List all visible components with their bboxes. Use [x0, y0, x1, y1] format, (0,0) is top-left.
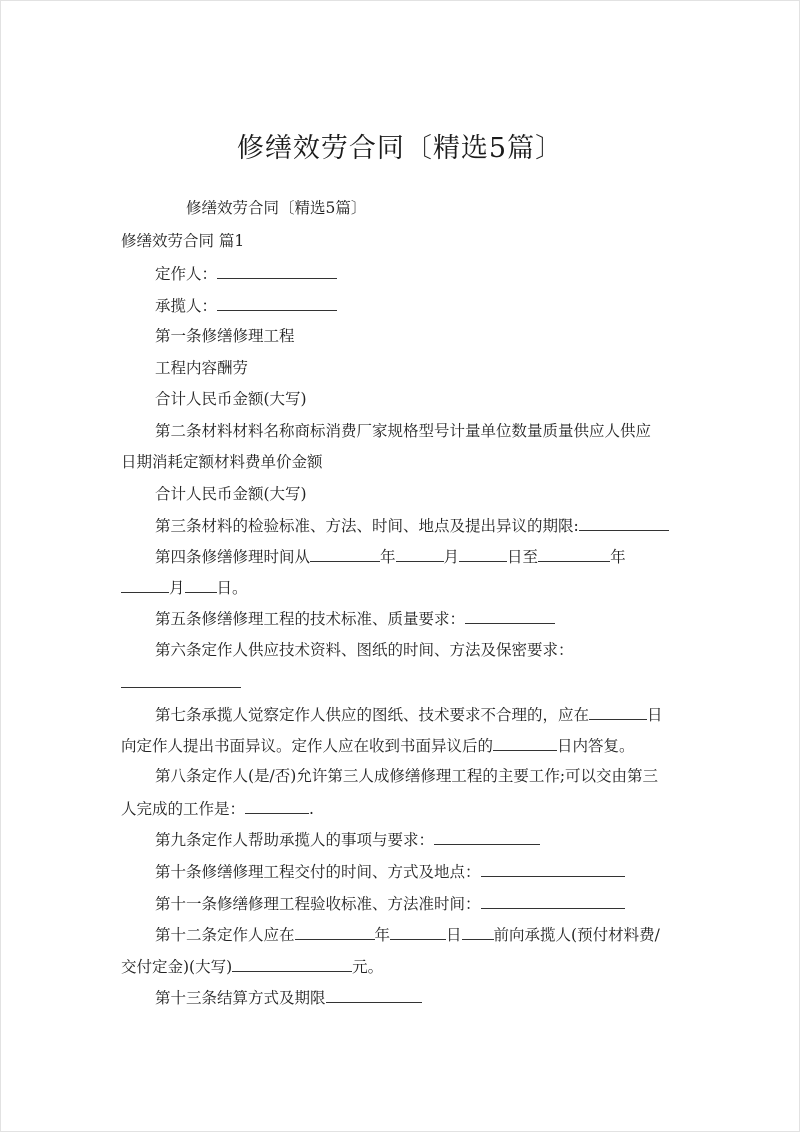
- article-4-month2-label: 月: [169, 579, 185, 597]
- article-11-text: 第十一条修缮修理工程验收标准、方法准时间：: [155, 895, 481, 913]
- article-12-text-b: 前向承揽人(预付材料费/: [493, 926, 660, 944]
- article-4-end-year-blank[interactable]: [538, 546, 610, 562]
- article-12-amount-blank[interactable]: [232, 956, 352, 972]
- article-12-line-1: [155, 924, 660, 945]
- party-a-blank[interactable]: [217, 263, 337, 279]
- article-13-blank[interactable]: [326, 987, 422, 1003]
- article-12-text-a: 第十二条定作人应在: [155, 926, 295, 944]
- article-6-blank[interactable]: [121, 672, 241, 688]
- article-4-year-label: 年: [380, 548, 396, 566]
- article-3-text: 第三条材料的检验标准、方法、时间、地点及提出异议的期限:: [155, 517, 579, 535]
- article-5-line: [155, 608, 555, 629]
- article-7-reply-days-blank[interactable]: [493, 735, 557, 751]
- article-8-line-2: [121, 798, 314, 819]
- article-7-line-1: [155, 704, 663, 725]
- article-4-end-month-blank[interactable]: [121, 577, 169, 593]
- article-9-blank[interactable]: [434, 829, 540, 845]
- article-9-line: [155, 829, 540, 850]
- article-1: 第一条修缮修理工程: [155, 327, 295, 345]
- article-12-day-blank[interactable]: [462, 924, 494, 940]
- article-7-text-a: 第七条承揽人觉察定作人供应的图纸、技术要求不合理的，应在: [155, 706, 590, 724]
- article-4-year2-label: 年: [610, 548, 626, 566]
- article-7-days-blank[interactable]: [589, 704, 647, 720]
- article-4-line-2: [121, 577, 248, 598]
- article-4-line-1: [155, 546, 626, 567]
- party-a-label: 定作人：: [155, 265, 218, 283]
- party-b-blank[interactable]: [217, 295, 337, 311]
- article-4-start-month-blank[interactable]: [396, 546, 444, 562]
- article-4-month-label: 月: [443, 548, 460, 566]
- party-a-line: [155, 263, 337, 284]
- article-6: 第六条定作人供应技术资料、图纸的时间、方法及保密要求：: [155, 641, 574, 659]
- article-8-blank[interactable]: [245, 798, 309, 814]
- article-7-text-c: 向定作人提出书面异议。定作人应在收到书面异议后的: [121, 737, 494, 755]
- article-8-line-1: 第八条定作人(是/否)允许第三人成修缮修理工程的主要工作;可以交由第三: [155, 767, 659, 785]
- article-6-line-2: [121, 672, 241, 693]
- article-2-total: 合计人民币金额(大写): [155, 485, 307, 503]
- article-4-day-to-label: 日至: [507, 548, 539, 566]
- article-3-blank[interactable]: [579, 515, 669, 531]
- article-7-line-2: [121, 735, 635, 756]
- party-b-line: [155, 295, 337, 316]
- article-4-day2-label: 日。: [216, 579, 248, 597]
- article-1-content: 工程内容酬劳: [155, 359, 249, 377]
- article-10-line: [155, 861, 625, 882]
- document-subtitle: 修缮效劳合同〔精选5篇〕: [186, 199, 367, 217]
- article-12-text-d: 元。: [352, 958, 384, 976]
- article-2-line-2: 日期消耗定额材料费单价金额: [121, 453, 323, 471]
- article-5-text: 第五条修缮修理工程的技术标准、质量要求：: [155, 610, 466, 628]
- article-13-text: 第十三条结算方式及期限: [155, 989, 326, 1007]
- article-4-text: 第四条修缮修理时间从: [155, 548, 311, 566]
- article-5-blank[interactable]: [465, 608, 555, 624]
- article-11-line: [155, 893, 625, 914]
- article-10-blank[interactable]: [481, 861, 625, 877]
- article-12-year-label: 年: [374, 926, 391, 944]
- article-13-line: [155, 987, 422, 1008]
- article-11-blank[interactable]: [481, 893, 625, 909]
- article-1-total: 合计人民币金额(大写): [155, 390, 307, 408]
- article-4-start-day-blank[interactable]: [459, 546, 507, 562]
- document-title: 修缮效劳合同〔精选5篇〕: [236, 133, 564, 164]
- article-9-text: 第九条定作人帮助承揽人的事项与要求：: [155, 831, 435, 849]
- section-heading: 修缮效劳合同 篇1: [121, 232, 245, 250]
- article-8-end: .: [309, 800, 314, 818]
- article-2-line-1: 第二条材料材料名称商标消费厂家规格型号计量单位数量质量供应人供应: [155, 422, 652, 440]
- article-4-end-day-blank[interactable]: [185, 577, 217, 593]
- article-12-year-blank[interactable]: [295, 924, 375, 940]
- article-12-month-blank[interactable]: [390, 924, 446, 940]
- article-10-text: 第十条修缮修理工程交付的时间、方式及地点：: [155, 863, 481, 881]
- article-7-text-d: 日内答复。: [557, 737, 635, 755]
- article-4-start-year-blank[interactable]: [310, 546, 380, 562]
- party-b-label: 承揽人：: [155, 297, 218, 315]
- article-12-line-2: [121, 956, 383, 977]
- article-3-line: [155, 515, 669, 536]
- article-12-day-label: 日: [446, 926, 462, 944]
- article-7-text-b: 日: [647, 706, 663, 724]
- article-8-text: 人完成的工作是：: [121, 800, 246, 818]
- article-12-text-c: 交付定金)(大写): [121, 958, 233, 976]
